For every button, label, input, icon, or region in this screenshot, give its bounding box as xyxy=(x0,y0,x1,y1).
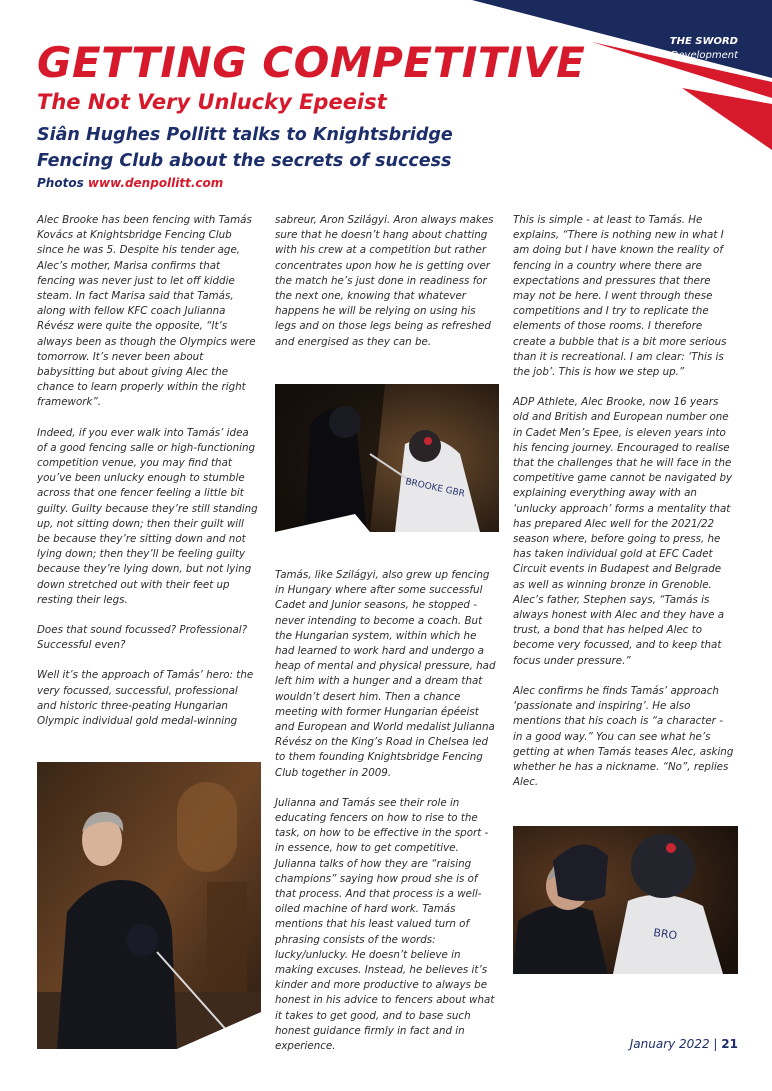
paragraph: sabreur, Aron Szilágyi. Aron always makes sure that he doesn’t hang about chatting with his crew at a competition but rather concentrates upon how he is getting over the match he’s just done in readiness for the next one, knowing that whatever happens he will be relying on using his legs and on those legs being as refreshed and energised as they can be. xyxy=(275,214,494,348)
standfirst: Siân Hughes Pollitt talks to Knightsbridge Fencing Club about the secrets of success xyxy=(37,125,453,171)
credit-link[interactable]: www.denpollitt.com xyxy=(87,176,224,190)
paragraph: This is simple - at least to Tamás. He explains, “There is nothing new in what I am doing but I have known the reality of fencing in a country where there are expectations and pressures that there may not be here. I went through these competitions and I try to replicate the elements of those rooms. I therefore create a bubble that is a bit more serious than it is recreational. I am clear: ‘This is the job’. This is how we step up.” xyxy=(513,214,727,379)
section-subtitle: Development xyxy=(670,50,738,61)
paragraph: Well it’s the approach of Tamás’ hero: the very focussed, successful, professional and historic three-peating Hungarian Olympic individual gold medal-winning xyxy=(37,669,254,728)
photo-coach-portrait xyxy=(37,762,261,1049)
headline: GETTING COMPETITIVE xyxy=(37,38,586,87)
photo-coach-and-student xyxy=(513,826,738,974)
vest-lettering: BRO xyxy=(652,926,679,943)
article-column-2-top xyxy=(275,213,497,365)
credit-label: Photos xyxy=(37,176,84,190)
article-column-1 xyxy=(37,213,259,744)
photo-credit xyxy=(37,176,223,190)
section-tag xyxy=(670,35,738,63)
page-number: 21 xyxy=(721,1037,738,1051)
paragraph: Julianna and Tamás see their role in educating fencers on how to rise to the task, on how to be effective in the sport - in essence, how to get competitive. Julianna talks of how they are “raising champions” saying how proud she is of that process. And that process is a well-oiled machine of hard work. Tamás mentions that his least valued turn of phrasing consists of the words: lucky/unlucky. He doesn’t believe in making excuses. Instead, he believes it’s kinder and more productive to always be honest in his advice to fencers about what it takes to get good, and to base such honest guidance firmly in fact and in experience. xyxy=(275,796,495,1053)
section-title: THE SWORD xyxy=(669,36,738,47)
paragraph: Indeed, if you ever walk into Tamás’ idea of a good fencing salle or high-functioning competition venue, you may find that you’ve been unlucky enough to stumble across that one fencer feeling a little bit guilty. Guilty because they’re still standing up, not sitting down; then their guilt will be because they’re sitting down and not lying down; then they’ll be feeling guilty because they’re lying down, but not lying down stretched out with their feet up resting their legs. xyxy=(37,426,258,606)
paragraph: Does that sound focussed? Professional? Successful even? xyxy=(37,624,248,652)
article-column-2-bottom xyxy=(275,568,497,1069)
article-column-3 xyxy=(513,213,735,805)
issue-date: January 2022 xyxy=(629,1037,710,1051)
vest-lettering: BROOKE GBR xyxy=(404,477,466,500)
paragraph: Alec confirms he finds Tamás’ approach ‘passionate and inspiring’. He also mentions that his coach is “a character - in a good way.” You can see what he’s getting at when Tamás teases Alec, asking whether he has a nickname. “No”, replies Alec. xyxy=(513,684,734,789)
paragraph: Alec Brooke has been fencing with Tamás Kovács at Knightsbridge Fencing Club since he was 5. Despite his tender age, Alec’s mother, Marisa confirms that fencing was never just to let off kiddie steam. In fact Marisa said that Tamás, along with fellow KFC coach Julianna Révész were quite the opposite, “It’s always been as though the Olympics were tomorrow. It’s never been about babysitting but about giving Alec the chance to learn properly within the right framework”. xyxy=(37,214,256,409)
page-footer xyxy=(630,1037,738,1051)
paragraph: Tamás, like Szilágyi, also grew up fencing in Hungary where after some successful Cadet and Junior seasons, he stopped - never intending to become a coach. But the Hungarian system, within which he had learned to work hard and undergo a heap of mental and physical pressure, had left him with a hunger and a dream that wouldn’t desert him. Then a chance meeting with former Hungarian épéeist and European and World medalist Julianna Révész on the King’s Road in Chelsea led to them founding Knightsbridge Fencing Club together in 2009. xyxy=(275,569,496,779)
photo-fencers-bout xyxy=(275,384,499,532)
paragraph: ADP Athlete, Alec Brooke, now 16 years old and British and European number one in Cadet Men’s Epee, is eleven years into his fencing journey. Encouraged to realise that the challenges that he will face in the competitive game cannot be navigated by explaining everything away with an ‘unlucky approach’ forms a mentality that has prepared Alec well for the 2021/22 season where, before going to press, he has taken individual gold at EFC Cadet Circuit events in Budapest and Belgrade as well as winning bronze in Grenoble. Alec’s father, Stephen says, “Tamás is always honest with Alec and they have a trust, a bond that has helped Alec to become very focussed, and to keep that focus under pressure.” xyxy=(513,396,733,667)
subheadline: The Not Very Unlucky Epeeist xyxy=(37,90,387,114)
footer-separator: | xyxy=(713,1037,718,1051)
